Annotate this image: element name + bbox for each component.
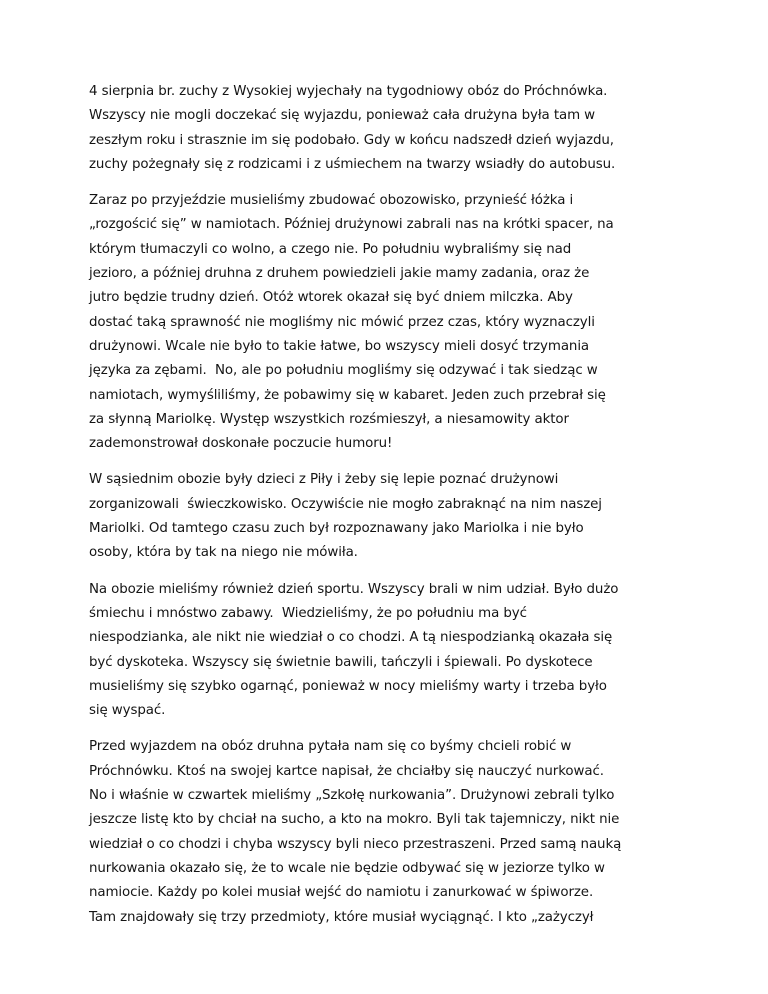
text-line: za słynną Mariolkę. Występ wszystkich rozśmieszył, a niesamowity aktor xyxy=(89,411,569,427)
text-line: namiocie. Każdy po kolei musiał wejść do namiotu i zanurkować w śpiworze. xyxy=(89,885,594,901)
text-line: drużynowi. Wcale nie było to takie łatwe, bo wszyscy mieli dosyć trzymania xyxy=(89,338,590,354)
text-line: języka za zębami. No, ale po południu mogliśmy się odzywać i tak siedząc w xyxy=(89,363,598,379)
text-line: zademonstrował doskonałe poczucie humoru! xyxy=(89,436,393,452)
paragraph-1 xyxy=(89,80,689,177)
text-line: wiedział o co chodzi i chyba wszyscy byli nieco przestraszeni. Przed samą nauką xyxy=(89,836,622,852)
document-page xyxy=(89,80,689,942)
text-line: nurkowania okazało się, że to wcale nie będzie odbywać się w jeziorze tylko w xyxy=(89,860,605,876)
text-line: osoby, która by tak na niego nie mówiła. xyxy=(89,545,358,561)
text-line: „rozgościć się” w namiotach. Później drużynowi zabrali nas na krótki spacer, na xyxy=(89,217,614,233)
paragraph-2 xyxy=(89,189,689,456)
text-line: jezioro, a później druhna z druhem powiedzieli jakie mamy zadania, oraz że xyxy=(89,266,590,282)
text-line: Zaraz po przyjeździe musieliśmy zbudować obozowisko, przynieść łóżka i xyxy=(89,193,574,209)
text-line: namiotach, wymyśliliśmy, że pobawimy się w kabaret. Jeden zuch przebrał się xyxy=(89,387,606,403)
text-line: się wyspać. xyxy=(89,703,166,719)
text-line: musieliśmy się szybko ogarnąć, ponieważ w nocy mieliśmy warty i trzeba było xyxy=(89,678,607,694)
text-line: jeszcze listę kto by chciał na sucho, a kto na mokro. Byli tak tajemniczy, nikt nie xyxy=(89,812,620,828)
text-line: jutro będzie trudny dzień. Otóż wtorek okazał się być dniem milczka. Aby xyxy=(89,290,573,306)
paragraph-5 xyxy=(89,735,689,929)
text-line: którym tłumaczyli co wolno, a czego nie. Po południu wybraliśmy się nad xyxy=(89,241,572,257)
text-line: Przed wyjazdem na obóz druhna pytała nam się co byśmy chcieli robić w xyxy=(89,739,572,755)
text-line: Wszyscy nie mogli doczekać się wyjazdu, ponieważ cała drużyna była tam w xyxy=(89,108,596,124)
paragraph-3 xyxy=(89,468,689,565)
text-line: niespodzianka, ale nikt nie wiedział o co chodzi. A tą niespodzianką okazała się xyxy=(89,630,613,646)
text-line: Tam znajdowały się trzy przedmioty, które musiał wyciągnąć. I kto „zażyczył xyxy=(89,909,594,925)
text-line: No i właśnie w czwartek mieliśmy „Szkołę nurkowania”. Drużynowi zebrali tylko xyxy=(89,788,615,804)
text-line: W sąsiednim obozie były dzieci z Piły i żeby się lepie poznać drużynowi xyxy=(89,472,559,488)
text-line: zorganizowali świeczkowisko. Oczywiście nie mogło zabraknąć na nim naszej xyxy=(89,496,602,512)
text-line: śmiechu i mnóstwo zabawy. Wiedzieliśmy, że po południu ma być xyxy=(89,605,527,621)
paragraph-4 xyxy=(89,578,689,724)
text-line: Na obozie mieliśmy również dzień sportu. Wszyscy brali w nim udział. Było dużo xyxy=(89,581,619,597)
text-line: być dyskoteka. Wszyscy się świetnie bawili, tańczyli i śpiewali. Po dyskotece xyxy=(89,654,593,670)
text-line: zeszłym roku i strasznie im się podobało. Gdy w końcu nadszedł dzień wyjazdu, xyxy=(89,132,614,148)
text-line: zuchy pożegnały się z rodzicami i z uśmiechem na twarzy wsiadły do autobusu. xyxy=(89,156,616,172)
text-line: Mariolki. Od tamtego czasu zuch był rozpoznawany jako Mariolka i nie było xyxy=(89,521,584,537)
text-line: 4 sierpnia br. zuchy z Wysokiej wyjechały na tygodniowy obóz do Próchnówka. xyxy=(89,84,608,99)
text-line: dostać taką sprawność nie mogliśmy nic mówić przez czas, który wyznaczyli xyxy=(89,314,595,330)
text-line: Próchnówku. Ktoś na swojej kartce napisał, że chciałby się nauczyć nurkować. xyxy=(89,763,604,779)
